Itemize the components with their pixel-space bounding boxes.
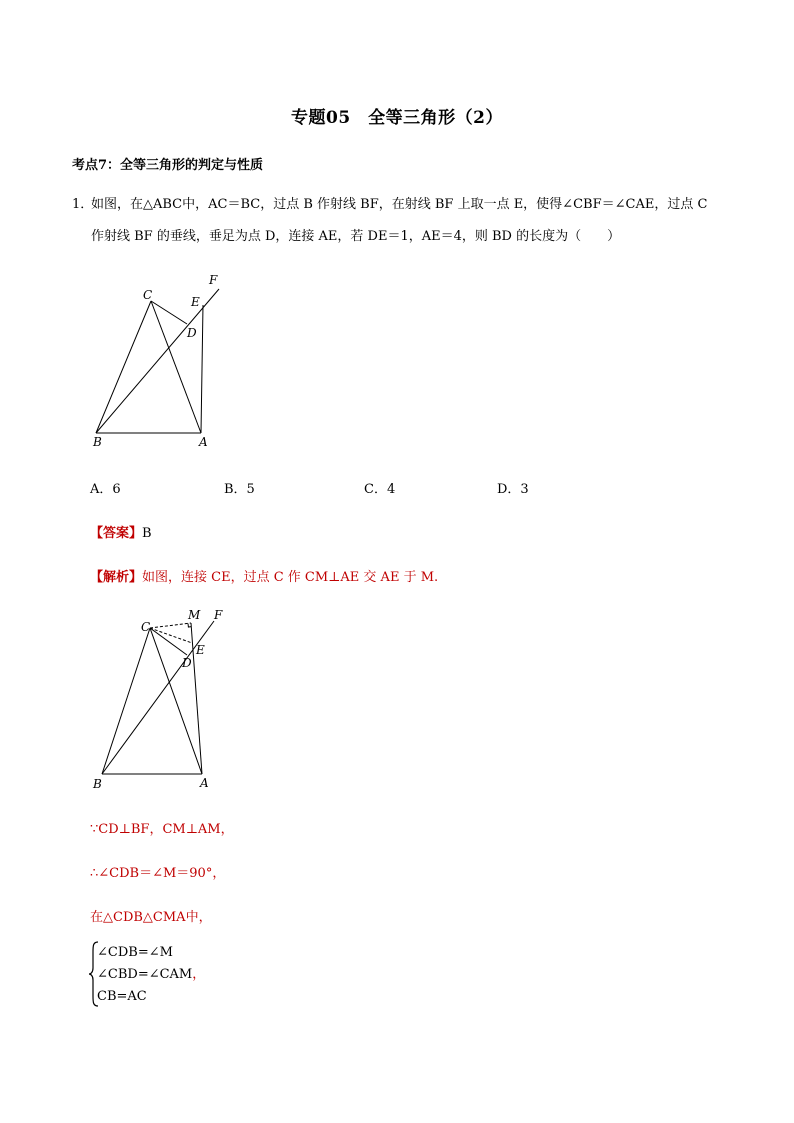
figure-1-triangle-diagram: [80, 268, 240, 452]
label-d: D: [182, 656, 192, 670]
segment-ca: [150, 628, 202, 774]
figure-2-auxiliary-diagram: [84, 603, 244, 793]
analysis-text: 如图，连接 CE，过点 C 作 CM⊥AE 交 AE 于 M.: [142, 570, 439, 585]
system-comma: ，: [192, 967, 206, 982]
question-text-line2: 作射线 BF 的垂线，垂足为点 D，连接 AE，若 DE＝1，AE＝4，则 BD 的长度为（ ）: [91, 229, 621, 244]
option-d: D．3: [497, 482, 529, 497]
segment-bc: [96, 301, 151, 433]
system-line-2-text: ∠CBD=∠CAM: [97, 967, 193, 982]
label-f: F: [209, 273, 218, 287]
system-line-2: [97, 964, 205, 986]
page-title: 专题05 全等三角形（2）: [291, 108, 503, 128]
label-d: D: [187, 326, 197, 340]
step-3: 在△CDB△CMA中，: [90, 910, 212, 925]
question-text-line1: 如图，在△ABC中，AC＝BC，过点 B 作射线 BF，在射线 BF 上取一点 E，使得∠CBF＝∠CAE，过点 C: [91, 197, 708, 212]
ray-bf: [96, 289, 219, 433]
dashed-ce: [150, 628, 192, 643]
label-c: C: [143, 288, 153, 302]
label-e: E: [191, 295, 200, 309]
label-a: A: [199, 435, 208, 449]
segment-ea: [201, 305, 203, 433]
system-line-3: CB=AC: [97, 989, 147, 1004]
label-m: M: [188, 608, 201, 622]
label-b: B: [93, 435, 102, 449]
segment-bc: [102, 628, 150, 774]
analysis-tag: 【解析】: [90, 570, 143, 585]
dashed-cm: [150, 623, 191, 628]
section-heading: 考点7：全等三角形的判定与性质: [72, 158, 264, 173]
option-b: B．5: [224, 482, 255, 497]
answer-line: [90, 522, 152, 541]
segment-cd: [151, 301, 187, 324]
label-a: A: [200, 776, 209, 790]
label-c: C: [141, 620, 151, 634]
segment-ca: [151, 301, 201, 433]
question-number: 1．: [72, 197, 94, 212]
label-e: E: [196, 643, 205, 657]
system-line-1: ∠CDB=∠M: [97, 945, 173, 960]
analysis-line: [90, 566, 438, 585]
label-f: F: [214, 608, 223, 622]
answer-tag: 【答案】: [90, 526, 143, 541]
step-1: ∵CD⊥BF，CM⊥AM，: [90, 822, 234, 837]
answer-value: B: [142, 526, 152, 541]
segment-cd: [150, 628, 187, 655]
option-c: C．4: [364, 482, 396, 497]
label-b: B: [93, 777, 102, 791]
option-a: A．6: [90, 482, 121, 497]
step-2: ∴∠CDB＝∠M＝90°，: [90, 866, 226, 881]
